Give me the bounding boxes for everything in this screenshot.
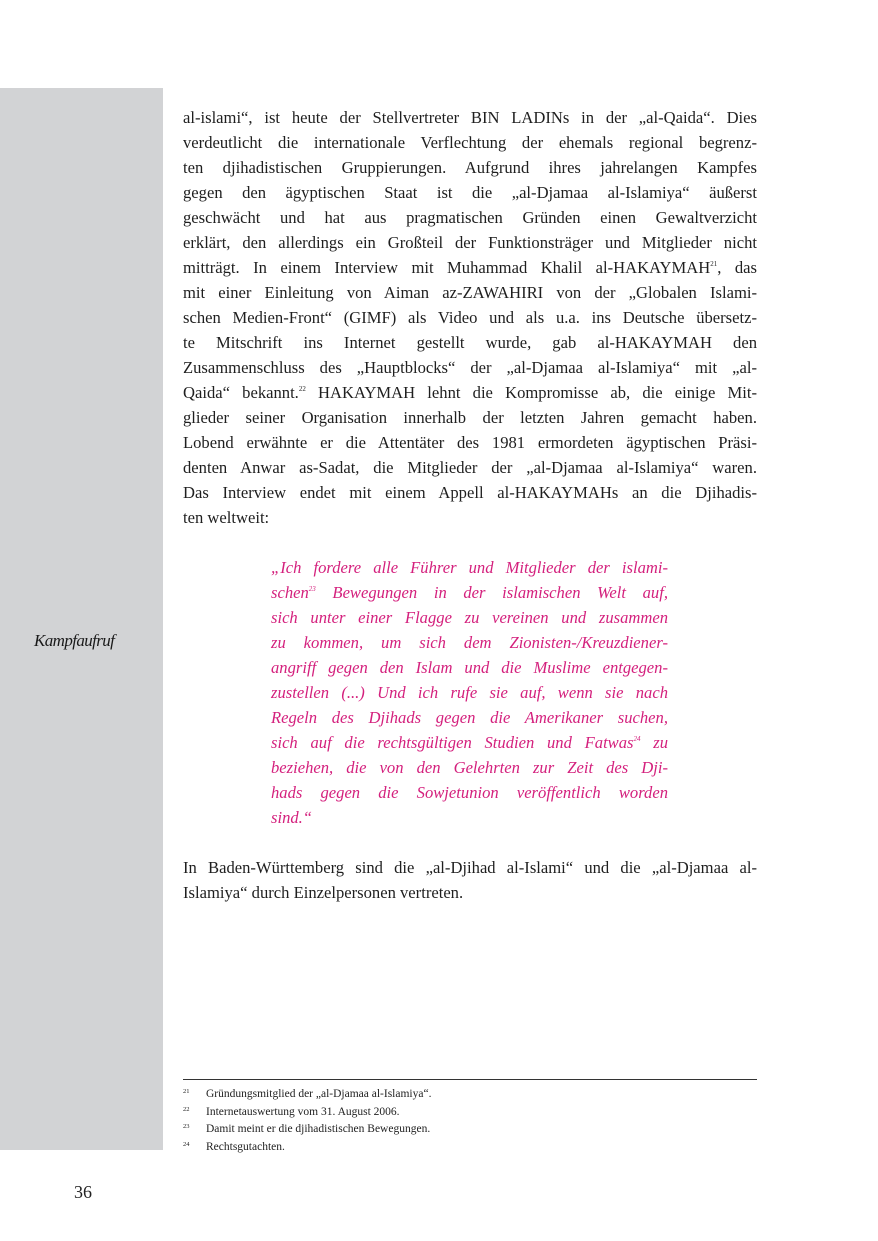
quote-line: sich unter einer Flagge zu vereinen und zusammen [271, 608, 668, 627]
footnote-ref-21[interactable]: 21 [710, 260, 718, 268]
quote-line: zustellen (...) Und ich rufe sie auf, wenn sie nach [271, 683, 668, 702]
footnote-item [183, 1139, 757, 1157]
quote-line: hads gegen die Sowjetunion veröffentlich worden [271, 783, 668, 802]
footnote-number: 23 [183, 1123, 190, 1130]
footnote-number: 22 [183, 1105, 190, 1113]
body-line: Islamiya“ durch Einzelpersonen vertreten. [183, 883, 464, 902]
body-line: geschwächt und hat aus pragmatischen Gründen einen Gewaltverzicht [183, 208, 757, 227]
body-paragraph [183, 105, 757, 530]
quote-line: Regeln des Djihads gegen die Amerikaner suchen, [271, 708, 668, 727]
body-line: ten djihadistischen Gruppierungen. Aufgrund ihres jahrelangen Kampfes [183, 158, 757, 177]
body-line [183, 380, 757, 405]
body-line: Das Interview endet mit einem Appell al-HAKAYMAHs an die Djihadis- [183, 483, 757, 502]
footnote-text: Internetauswertung vom 31. August 2006. [206, 1105, 400, 1118]
quote-line: angriff gegen den Islam und die Muslime entgegen- [271, 658, 668, 677]
margin-note: Kampfaufruf [34, 631, 115, 650]
body-line [183, 255, 757, 280]
body-line-text: mitträgt. In einem Interview mit Muhammad Khalil al-HAKAYMAH [183, 258, 711, 277]
footnote-divider [183, 1079, 757, 1080]
footnote-text: Gründungsmitglied der „al-Djamaa al-Islamiya“. [206, 1088, 432, 1100]
quote-line [271, 580, 668, 605]
body-line: al-islami“, ist heute der Stellvertreter BIN LADINs in der „al-Qaida“. Dies [183, 108, 757, 127]
body-line: te Mitschrift ins Internet gestellt wurde, gab al-HAKAYMAH den [183, 333, 757, 352]
body-line: ten weltweit: [183, 508, 270, 527]
closing-paragraph [183, 855, 757, 905]
footnotes [183, 1086, 757, 1156]
footnote-item [183, 1104, 757, 1122]
body-line: Zusammenschluss des „Hauptblocks“ der „al-Djamaa al-Islamiya“ mit „al- [183, 358, 757, 377]
footnote-text: Rechtsgutachten. [206, 1140, 285, 1153]
body-line: gegen den ägyptischen Staat ist die „al-Djamaa al-Islamiya“ äußerst [183, 183, 757, 202]
body-line: denten Anwar as-Sadat, die Mitglieder der „al-Djamaa al-Islamiya“ waren. [183, 458, 757, 477]
body-line: erklärt, den allerdings ein Großteil der Funktionsträger und Mitglieder nicht [183, 233, 757, 252]
footnote-item [183, 1121, 757, 1139]
quote-line-text: sich auf die rechtsgültigen Studien und Fatwas [271, 733, 634, 752]
quote-line-text: schen [271, 583, 309, 602]
body-line-text: HAKAYMAH lehnt die Kompromisse ab, die einige Mit- [305, 383, 757, 402]
body-line: schen Medien-Front“ (GIMF) als Video und als u.a. ins Deutsche übersetz- [183, 308, 757, 327]
body-line-text: Qaida“ bekannt. [183, 383, 299, 402]
footnote-ref-23[interactable]: 23 [308, 585, 316, 593]
quote-line-text: zu [640, 733, 668, 752]
quote-line: zu kommen, um sich dem Zionisten-/Kreuzdiener- [271, 633, 668, 652]
quote-line: sind.“ [271, 808, 313, 827]
body-line-text: , das [717, 258, 757, 277]
footnote-ref-22[interactable]: 22 [298, 385, 306, 393]
body-line: Lobend erwähnte er die Attentäter des 1981 ermordeten ägyptischen Präsi- [183, 433, 757, 452]
margin-sidebar [0, 88, 163, 1150]
quote-line: beziehen, die von den Gelehrten zur Zeit des Dji- [271, 758, 668, 777]
quote-line: „Ich fordere alle Führer und Mitglieder der islami- [271, 558, 668, 577]
body-line: verdeutlicht die internationale Verflechtung der ehemals regional begrenz- [183, 133, 757, 152]
footnote-number: 21 [183, 1088, 190, 1095]
quote-line-text: Bewegungen in der islamischen Welt auf, [315, 583, 668, 602]
block-quote [271, 555, 668, 830]
footnote-text: Damit meint er die djihadistischen Bewegungen. [206, 1123, 431, 1135]
body-line: In Baden-Württemberg sind die „al-Djihad al-Islami“ und die „al-Djamaa al- [183, 858, 757, 877]
quote-line [271, 730, 668, 755]
body-line: glieder seiner Organisation innerhalb der letzten Jahren gemacht haben. [183, 408, 757, 427]
footnote-number: 24 [183, 1140, 190, 1148]
footnote-item [183, 1086, 757, 1104]
footnote-ref-24[interactable]: 24 [633, 735, 641, 743]
body-line: mit einer Einleitung von Aiman az-ZAWAHIRI von der „Globalen Islami- [183, 283, 757, 302]
page-number: 36 [74, 1182, 92, 1202]
